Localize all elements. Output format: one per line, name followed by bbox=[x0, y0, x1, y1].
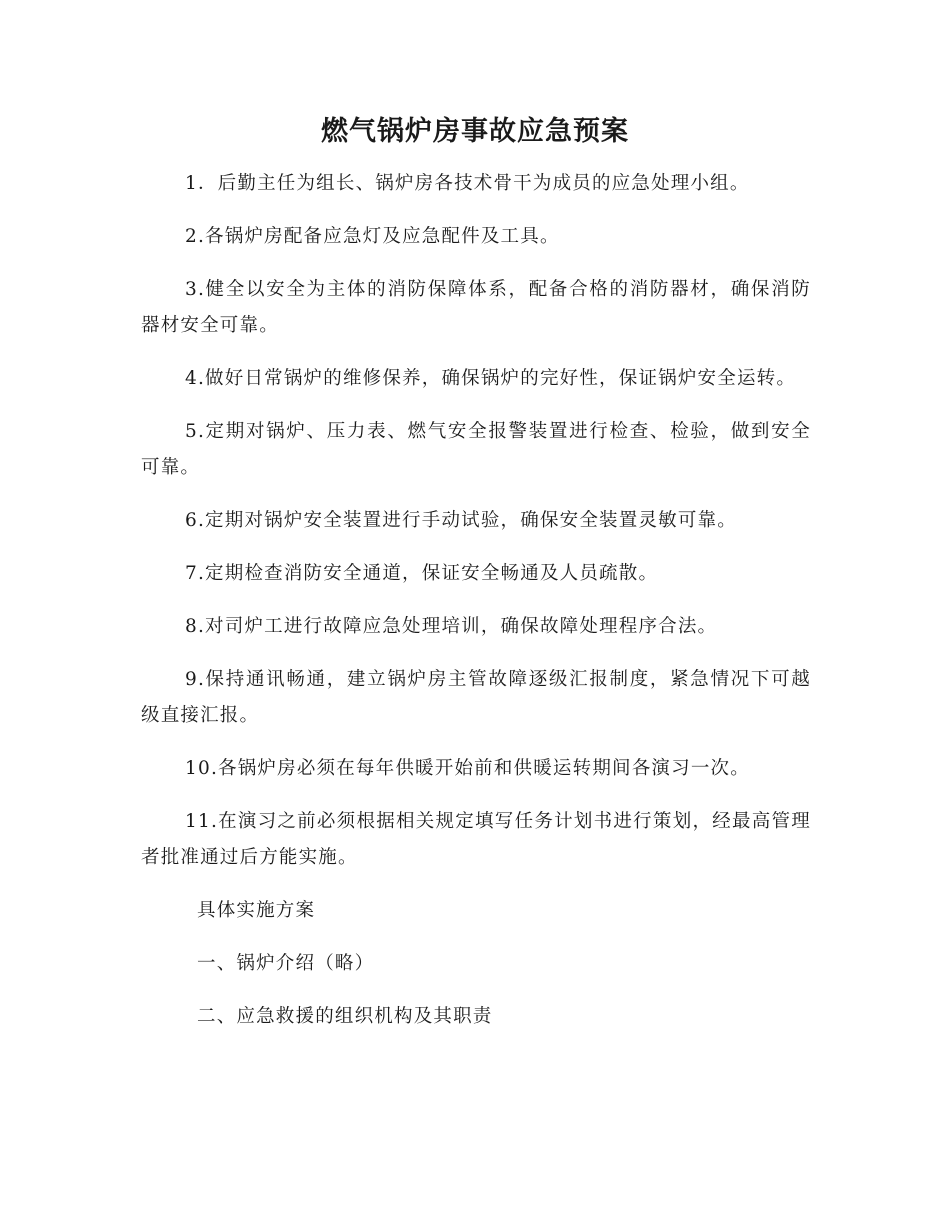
paragraph-3: 3.健全以安全为主体的消防保障体系，配备合格的消防器材，确保消防器材安全可靠。 bbox=[141, 279, 811, 336]
paragraph-6: 6.定期对锅炉安全装置进行手动试验，确保安全装置灵敏可靠。 bbox=[185, 510, 737, 531]
section-heading-boiler-intro: 一、锅炉介绍（略） bbox=[197, 953, 375, 974]
paragraph-11: 11.在演习之前必须根据相关规定填写任务计划书进行策划，经最高管理者批准通过后方能实施。 bbox=[141, 811, 811, 868]
paragraph-10: 10.各锅炉房必须在每年供暖开始前和供暖运转期间各演习一次。 bbox=[185, 758, 750, 779]
paragraph-8: 8.对司炉工进行故障应急处理培训，确保故障处理程序合法。 bbox=[185, 616, 718, 637]
section-heading-organization: 二、应急救援的组织机构及其职责 bbox=[197, 1006, 493, 1027]
paragraph-7: 7.定期检查消防安全通道，保证安全畅通及人员疏散。 bbox=[185, 563, 659, 584]
document-body bbox=[141, 166, 811, 1052]
paragraph-1: 1．后勤主任为组长、锅炉房各技术骨干为成员的应急处理小组。 bbox=[185, 173, 750, 194]
paragraph-5: 5.定期对锅炉、压力表、燃气安全报警装置进行检查、检验，做到安全可靠。 bbox=[141, 421, 811, 478]
paragraph-9: 9.保持通讯畅通，建立锅炉房主管故障逐级汇报制度，紧急情况下可越级直接汇报。 bbox=[141, 669, 811, 726]
section-heading-implementation: 具体实施方案 bbox=[197, 900, 316, 921]
paragraph-4: 4.做好日常锅炉的维修保养，确保锅炉的完好性，保证锅炉安全运转。 bbox=[185, 368, 797, 389]
paragraph-2: 2.各锅炉房配备应急灯及应急配件及工具。 bbox=[185, 226, 560, 247]
document-title: 燃气锅炉房事故应急预案 bbox=[321, 116, 629, 147]
